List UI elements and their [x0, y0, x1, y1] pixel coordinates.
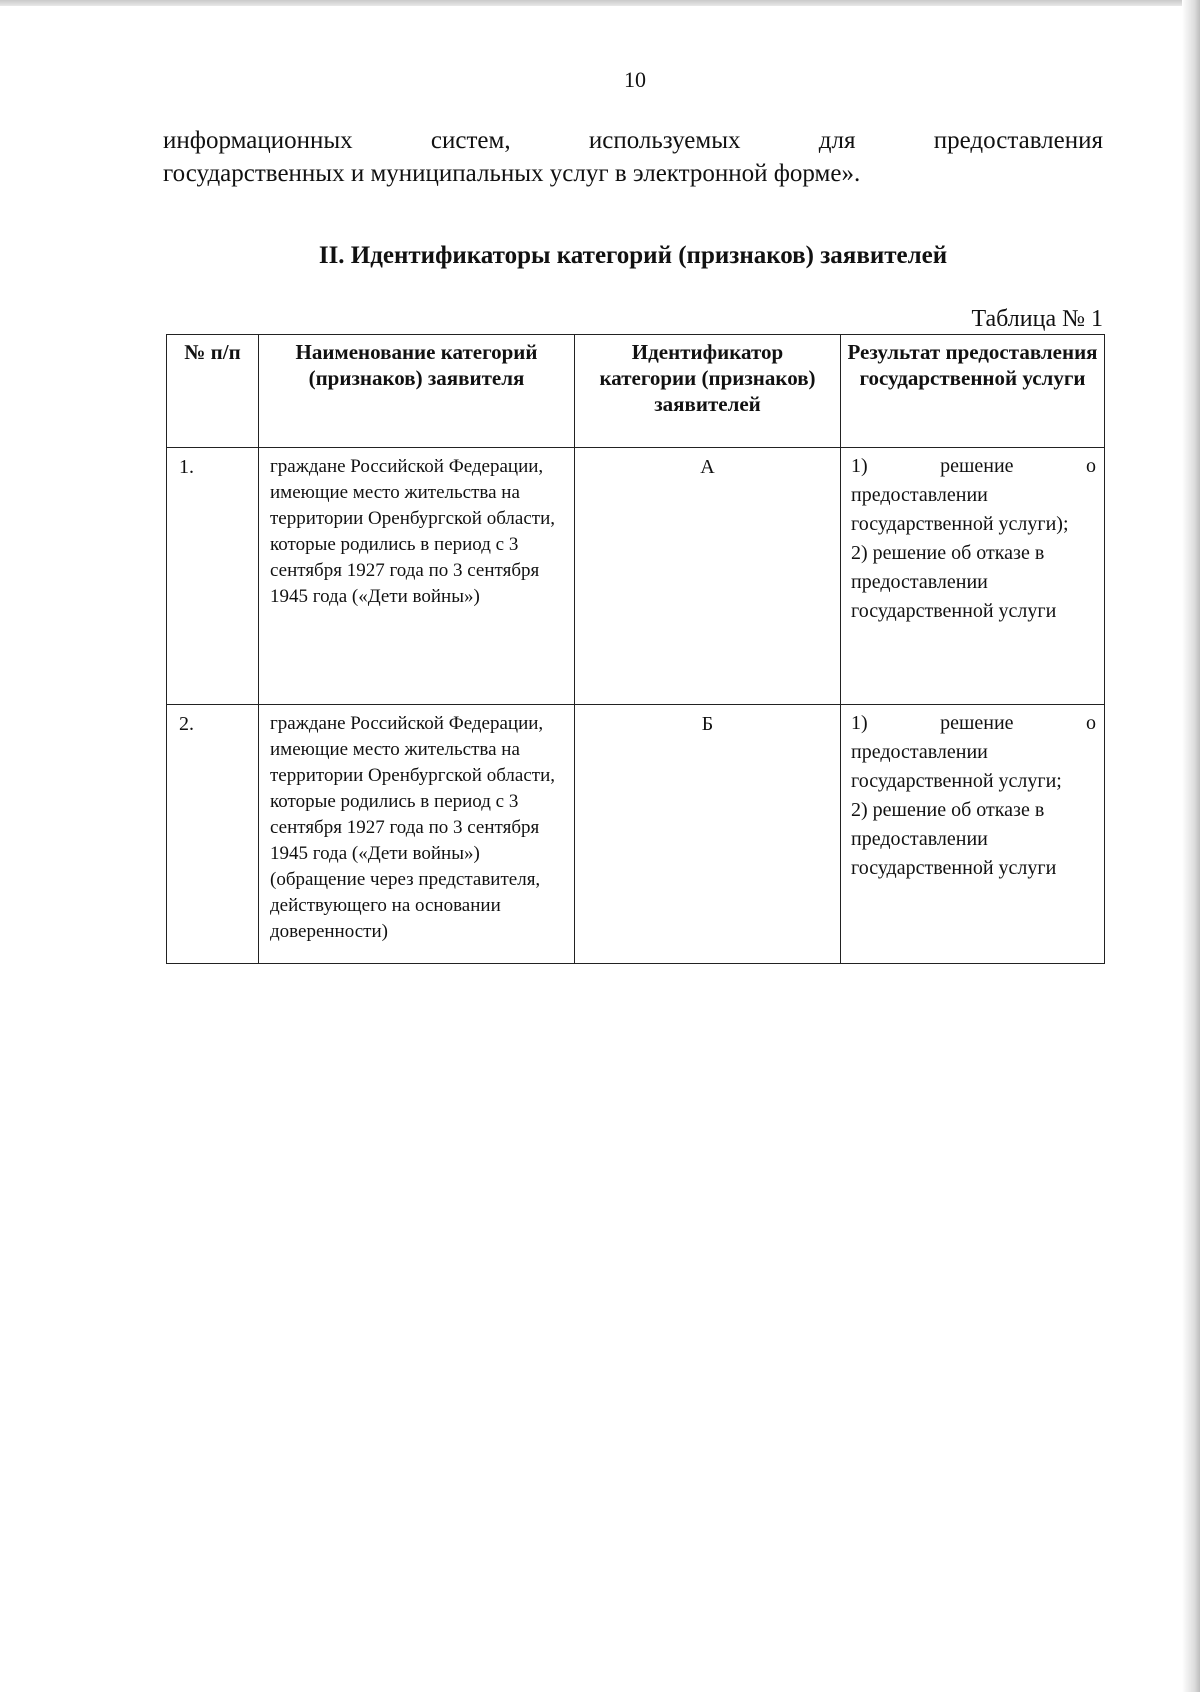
scan-edge-top [0, 0, 1200, 6]
page-number: 10 [624, 67, 646, 92]
row-identifier: Б [575, 705, 841, 964]
scan-edge-right [1182, 0, 1200, 1692]
header-service-result: Результат предоставления государственной услуги [841, 335, 1105, 448]
row-result-line-1: 1) решение о [851, 712, 1096, 734]
row-result-line-1-rest: предоставлении государственной услуги); [851, 484, 1069, 535]
intro-line-2: государственных и муниципальных услуг в электронной форме». [163, 160, 861, 187]
table-header-row [167, 335, 1105, 448]
header-number: № п/п [167, 335, 259, 448]
row-category-name: граждане Российской Федерации, имеющие место жительства на территории Оренбургской области, которые родились в период с 3 сентября 1927 года по 3 сентября 1945 года («Дети войны») [259, 448, 575, 705]
header-category-identifier: Идентификатор категории (признаков) заявителей [575, 335, 841, 448]
row-category-name: граждане Российской Федерации, имеющие место жительства на территории Оренбургской области, которые родились в период с 3 сентября 1927 года по 3 сентября 1945 года («Дети войны») (обращение через представителя, действующего на основании доверенности) [259, 705, 575, 964]
row-identifier: А [575, 448, 841, 705]
row-result-line-1-rest: предоставлении государственной услуги; [851, 741, 1062, 792]
section-title: II. Идентификаторы категорий (признаков) заявителей [318, 242, 948, 269]
table-row [167, 705, 1105, 964]
intro-paragraph [163, 124, 1103, 190]
row-number: 2. [167, 705, 259, 964]
row-number: 1. [167, 448, 259, 705]
row-result [841, 448, 1105, 705]
row-result-line-2: 2) решение об отказе в предоставлении государственной услуги [851, 799, 1057, 879]
header-category-name: Наименование категорий (признаков) заявителя [259, 335, 575, 448]
intro-line-1: информационных систем, используемых для предоставления [163, 127, 1103, 154]
row-result [841, 705, 1105, 964]
row-result-line-1: 1) решение о [851, 455, 1096, 477]
table-caption: Таблица № 1 [971, 306, 1103, 332]
applicant-categories-table [166, 334, 1105, 964]
table-row [167, 448, 1105, 705]
row-result-line-2: 2) решение об отказе в предоставлении государственной услуги [851, 542, 1057, 622]
